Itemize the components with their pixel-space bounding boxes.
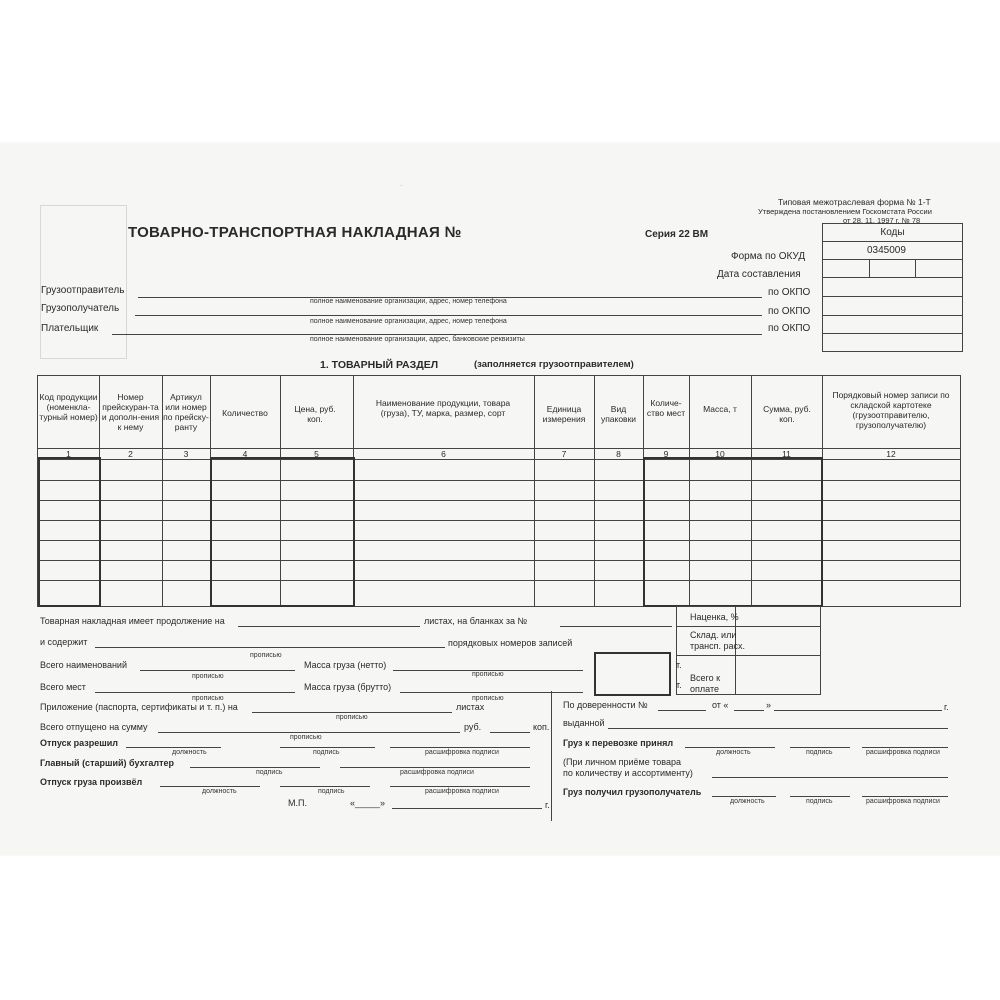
release-decode-line[interactable] bbox=[390, 747, 530, 748]
contains-line[interactable] bbox=[95, 647, 445, 648]
accepted-position-line[interactable] bbox=[685, 747, 775, 748]
ghost-box bbox=[40, 205, 127, 359]
col-header-2: Номер прейскуран-та и дополн-ения к нему bbox=[101, 392, 160, 432]
proxy-date-line[interactable] bbox=[774, 710, 942, 711]
proxy-from-label: от « bbox=[712, 700, 729, 710]
hint-signature-3: подпись bbox=[318, 788, 345, 795]
ghost-text: . bbox=[400, 183, 403, 193]
approved-date: от 28. 11. 1997 г. № 78 bbox=[843, 216, 921, 225]
col-num-4: 4 bbox=[242, 449, 248, 459]
codes-heading-row bbox=[823, 224, 962, 242]
okpo-label-3: по ОКПО bbox=[768, 323, 811, 334]
continuation-label: Товарная накладная имеет продолжение на bbox=[40, 616, 225, 626]
total-names-line[interactable] bbox=[140, 670, 295, 671]
hint-signature-1: подпись bbox=[313, 749, 340, 756]
hint-position-1: должность bbox=[172, 749, 207, 756]
hint-signature-2: подпись bbox=[256, 769, 283, 776]
year-right: г. bbox=[944, 702, 949, 712]
hint-position-5: должность bbox=[730, 798, 765, 805]
chief-accountant-label: Главный (старший) бухгалтер bbox=[40, 758, 174, 768]
ton-2: т. bbox=[676, 680, 682, 690]
codes-box bbox=[822, 223, 963, 352]
gross-mass-line[interactable] bbox=[400, 692, 583, 693]
hint-signature-5: подпись bbox=[806, 798, 833, 805]
okud-label: Форма по ОКУД bbox=[731, 251, 806, 262]
proxy-number-line[interactable] bbox=[658, 710, 706, 711]
accepted-label: Груз к перевозке принял bbox=[563, 738, 674, 748]
total-places-line[interactable] bbox=[95, 692, 295, 693]
col-num-3: 3 bbox=[183, 449, 189, 459]
proxy-day-line[interactable] bbox=[734, 710, 764, 711]
total-places-label: Всего мест bbox=[40, 682, 86, 692]
section-subtitle: (заполняется грузоотправителем) bbox=[474, 359, 634, 370]
received-decode-line[interactable] bbox=[862, 796, 948, 797]
forms-number-line[interactable] bbox=[560, 626, 672, 627]
year-left: г. bbox=[545, 800, 550, 810]
date-label: Дата составления bbox=[717, 269, 801, 280]
in-words-6: прописью bbox=[336, 714, 368, 721]
personal-note-1: (При личном приёме товара bbox=[563, 757, 681, 767]
proxy-quote-close: » bbox=[766, 700, 772, 710]
in-words-3: прописью bbox=[472, 671, 504, 678]
sheets-forms-label: листах, на бланках за № bbox=[424, 616, 528, 626]
by-proxy-label: По доверенности № bbox=[563, 700, 648, 710]
waybill-sheet bbox=[0, 143, 1000, 855]
col-num-5: 5 bbox=[314, 449, 319, 459]
col-num-6: 6 bbox=[441, 449, 446, 459]
okpo-row-1[interactable] bbox=[823, 278, 962, 297]
document-title: ТОВАРНО-ТРАНСПОРТНАЯ НАКЛАДНАЯ № bbox=[128, 224, 462, 241]
release-position-line[interactable] bbox=[126, 747, 221, 748]
col-header-7: Единица измерения bbox=[542, 404, 586, 424]
gross-mass-label: Масса груза (брутто) bbox=[304, 682, 392, 692]
records-label: порядковых номеров записей bbox=[448, 638, 573, 648]
col-header-8: Вид упаковки bbox=[600, 404, 637, 424]
issued-line[interactable] bbox=[608, 728, 948, 729]
date-row bbox=[823, 260, 962, 278]
cargo-position-line[interactable] bbox=[160, 786, 260, 787]
date-quote-left: «_____» bbox=[350, 798, 386, 808]
hint-signature-4: подпись bbox=[806, 749, 833, 756]
accepted-decode-line[interactable] bbox=[862, 747, 948, 748]
personal-note-line[interactable] bbox=[712, 777, 948, 778]
hint-decode-3: расшифровка подписи bbox=[425, 788, 499, 795]
hint-decode-1: расшифровка подписи bbox=[425, 749, 499, 756]
bold-frame-col4-5 bbox=[210, 457, 355, 607]
col-header-10: Масса, т bbox=[703, 404, 737, 414]
consignee-line[interactable] bbox=[135, 315, 762, 316]
attachment-line[interactable] bbox=[252, 712, 452, 713]
col-header-11: Сумма, руб. коп. bbox=[763, 404, 811, 424]
form-type: Типовая межотраслевая форма № 1-Т bbox=[778, 197, 931, 207]
in-words-1: прописью bbox=[250, 652, 282, 659]
personal-note-2: по количеству и ассортименту) bbox=[563, 768, 693, 778]
net-mass-label: Масса груза (нетто) bbox=[304, 660, 387, 670]
hint-decode-5: расшифровка подписи bbox=[866, 798, 940, 805]
payer-label: Плательщик bbox=[41, 323, 99, 334]
markup-label: Наценка, % bbox=[690, 612, 739, 622]
col-header-1: Код продукции (номенкла-турный номер) bbox=[39, 392, 98, 422]
received-position-line[interactable] bbox=[712, 796, 776, 797]
series-label: Серия 22 ВМ bbox=[645, 229, 709, 240]
received-signature-line[interactable] bbox=[790, 796, 850, 797]
hint-position-4: должность bbox=[716, 749, 751, 756]
warehouse-label: Склад. или трансп. расх. bbox=[690, 630, 745, 651]
released-sum-label: Всего отпущено на сумму bbox=[40, 722, 148, 732]
stamp-date-line[interactable] bbox=[392, 808, 542, 809]
mass-box[interactable] bbox=[594, 652, 671, 696]
cargo-signature-line[interactable] bbox=[280, 786, 370, 787]
released-sum-line[interactable] bbox=[158, 732, 460, 733]
okpo-row-3[interactable] bbox=[823, 316, 962, 334]
sheets-label: листах bbox=[456, 702, 485, 712]
col-num-1: 1 bbox=[66, 449, 71, 459]
okpo-label-2: по ОКПО bbox=[768, 306, 811, 317]
kop-label: коп. bbox=[533, 722, 550, 732]
attachment-label: Приложение (паспорта, сертификаты и т. п.) на bbox=[40, 702, 238, 712]
hint-decode-4: расшифровка подписи bbox=[866, 749, 940, 756]
cargo-decode-line[interactable] bbox=[390, 786, 530, 787]
hint-position-3: должность bbox=[202, 788, 237, 795]
total-names-label: Всего наименований bbox=[40, 660, 127, 670]
col-num-8: 8 bbox=[616, 449, 621, 459]
shipper-hint: полное наименование организации, адрес, номер телефона bbox=[310, 298, 507, 305]
okpo-row-2[interactable] bbox=[823, 297, 962, 316]
col-header-3: Артикул или номер по прейску-ранту bbox=[163, 392, 209, 432]
contains-label: и содержит bbox=[40, 637, 88, 647]
in-words-7: прописью bbox=[290, 734, 322, 741]
in-words-4: прописью bbox=[192, 695, 224, 702]
col-header-4: Количество bbox=[222, 408, 268, 418]
total-pay-label: Всего к оплате bbox=[690, 673, 721, 694]
consignee-label: Грузополучатель bbox=[41, 303, 120, 314]
shipper-label: Грузоотправитель bbox=[41, 285, 125, 296]
hint-decode-2: расшифровка подписи bbox=[400, 769, 474, 776]
col-num-9: 9 bbox=[663, 449, 669, 459]
received-label: Груз получил грузополучатель bbox=[563, 787, 702, 797]
col-num-10: 10 bbox=[715, 449, 725, 459]
payer-hint: полное наименование организации, адрес, банковские реквизиты bbox=[310, 336, 525, 343]
okud-row bbox=[823, 242, 962, 260]
signature-divider bbox=[551, 691, 552, 821]
accountant-decode-line[interactable] bbox=[340, 767, 530, 768]
in-words-2: прописью bbox=[192, 673, 224, 680]
stamp-label: М.П. bbox=[288, 798, 307, 808]
release-signature-line[interactable] bbox=[280, 747, 375, 748]
codes-heading: Коды bbox=[880, 227, 905, 238]
col-num-12: 12 bbox=[886, 449, 896, 459]
col-num-2: 2 bbox=[128, 449, 133, 459]
ton-1: т. bbox=[676, 660, 682, 670]
in-words-5: прописью bbox=[472, 695, 504, 702]
bold-frame-col1 bbox=[38, 457, 101, 607]
approved-by: Утверждена постановлением Госкомстата России bbox=[758, 207, 932, 216]
accountant-signature-line[interactable] bbox=[190, 767, 320, 768]
accepted-signature-line[interactable] bbox=[790, 747, 850, 748]
col-header-12: Порядковый номер записи по складской картотеке (грузоотправителю, грузополучателю) bbox=[832, 390, 950, 430]
okud-value: 0345009 bbox=[867, 245, 906, 256]
issued-label: выданной bbox=[563, 718, 605, 728]
col-num-11: 11 bbox=[782, 449, 791, 459]
cargo-released-label: Отпуск груза произвёл bbox=[40, 777, 143, 787]
release-allowed-label: Отпуск разрешил bbox=[40, 738, 118, 748]
col-header-6: Наименование продукции, товара (груза), ТУ, марка, размер, сорт bbox=[375, 398, 511, 418]
continuation-sheets-line[interactable] bbox=[238, 626, 420, 627]
section-title: 1. ТОВАРНЫЙ РАЗДЕЛ bbox=[320, 359, 439, 371]
kop-line[interactable] bbox=[490, 732, 530, 733]
bold-frame-col9-11 bbox=[643, 457, 823, 607]
consignee-hint: полное наименование организации, адрес, номер телефона bbox=[310, 318, 507, 325]
col-header-9: Количе-ство мест bbox=[646, 398, 686, 418]
col-num-7: 7 bbox=[561, 449, 567, 459]
col-header-5: Цена, руб. коп. bbox=[294, 404, 336, 424]
okpo-label-1: по ОКПО bbox=[768, 287, 811, 298]
rub-label: руб. bbox=[464, 722, 482, 732]
payer-line[interactable] bbox=[112, 334, 762, 335]
